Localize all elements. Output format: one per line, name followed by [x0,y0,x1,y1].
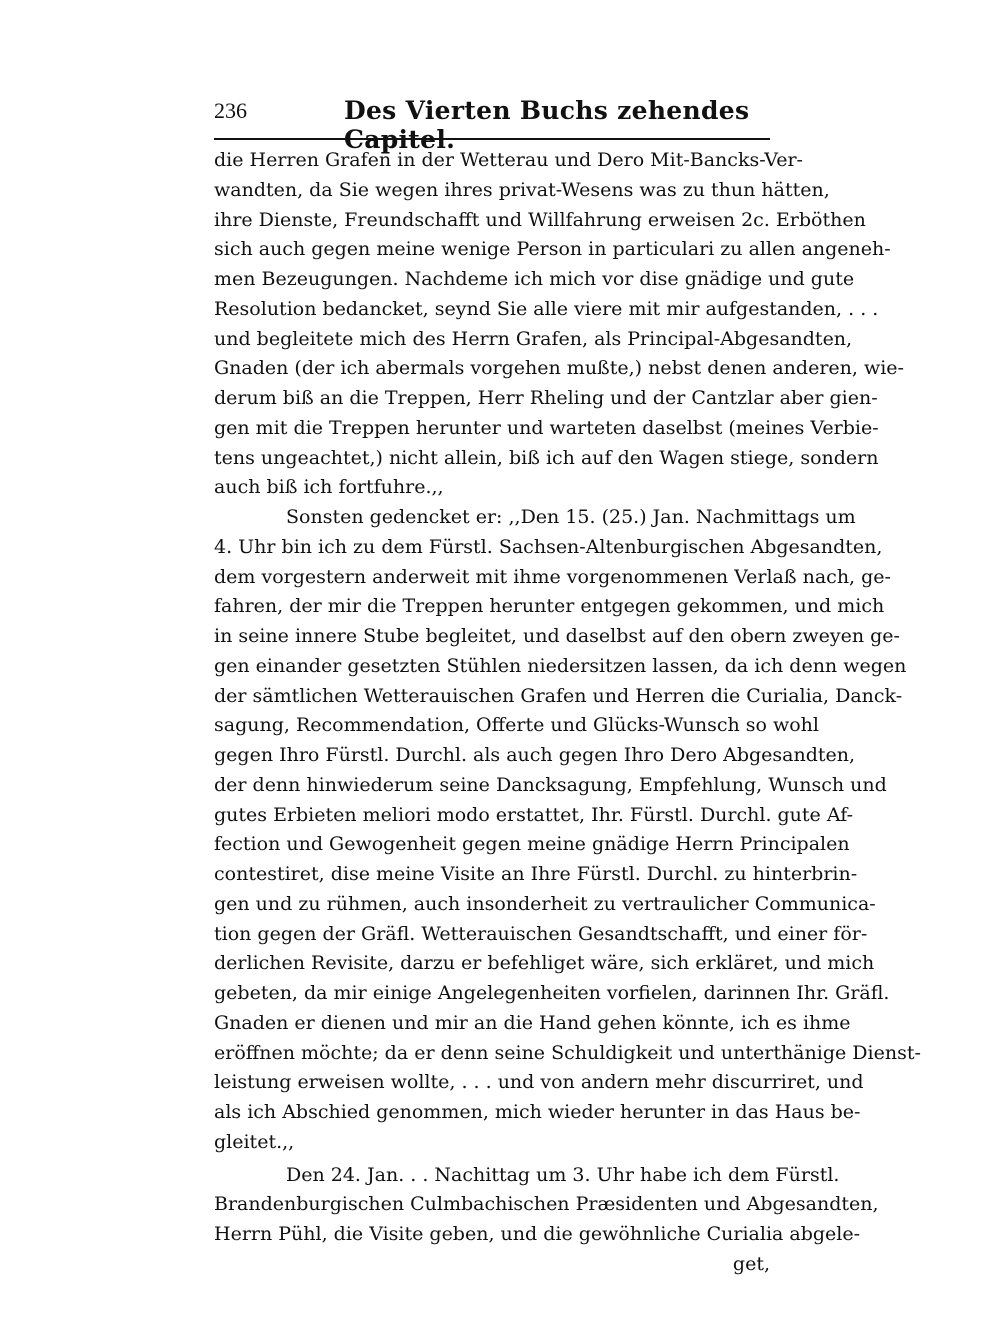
text-line: eröffnen möchte; da er denn seine Schuldigkeit und unterthänige Dienst- [214,1041,921,1064]
text-line: men Bezeugungen. Nachdeme ich mich vor dise gnädige und gute [214,268,855,290]
text-line: Resolution bedancket, seynd Sie alle viere mit mir aufgestanden, . . . [214,297,879,320]
text-line: tens ungeachtet,) nicht allein, biß ich auf den Wagen stiege, sondern [214,446,879,469]
text-line: contestiret, dise meine Visite an Ihre Fürstl. Durchl. zu hinterbrin- [214,863,858,885]
body-text [214,146,921,1280]
text-line: Gnaden (der ich abermals vorgehen mußte,) nebst denen anderen, wie- [214,357,904,380]
text-line: in seine innere Stube begleitet, und daselbst auf den obern zweyen ge- [214,625,900,647]
text-line: gebeten, da mir einige Angelegenheiten vorfielen, darinnen Ihr. Gräfl. [214,982,890,1004]
text-line: Herrn Pühl, die Visite geben, und die gewöhnliche Curialia abgele- [214,1223,861,1245]
paragraph-start-line: Sonsten gedencket er: ,,Den 15. (25.) Jan. Nachmittags um [286,506,856,528]
text-line: als ich Abschied genommen, mich wieder herunter in das Haus be- [214,1101,861,1123]
page-number: 236 [214,98,247,123]
text-line: derlichen Revisite, darzu er befehliget wäre, sich erkläret, und mich [214,952,875,975]
text-line: der sämtlichen Wetterauischen Grafen und Herren die Curialia, Danck- [214,684,903,707]
text-line: gen einander gesetzten Stühlen niedersitzen lassen, da ich denn wegen [214,654,907,677]
text-line: auch biß ich fortfuhre.,, [214,476,444,499]
text-line: gleitet.,, [214,1130,295,1153]
header-rule [214,138,770,140]
text-line: fection und Gewogenheit gegen meine gnädige Herrn Principalen [214,833,850,856]
page-header [214,96,770,154]
text-line: 4. Uhr bin ich zu dem Fürstl. Sachsen-Altenburgischen Abgesandten, [214,535,883,558]
text-line: die Herren Grafen in der Wetterau und Dero Mit-Bancks-Ver- [214,149,803,171]
text-line: sich auch gegen meine wenige Person in particulari zu allen angeneh- [214,238,891,261]
text-line: wandten, da Sie wegen ihres privat-Wesens was zu thun hätten, [214,178,830,201]
text-line: gen und zu rühmen, auch insonderheit zu vertraulicher Communica- [214,892,876,915]
text-line: tion gegen der Gräfl. Wetterauischen Gesandtschafft, und einer för- [214,922,868,945]
text-line: ihre Dienste, Freundschafft und Willfahrung erweisen 2c. Erböthen [214,208,866,231]
paragraph-start-line: Den 24. Jan. . . Nachittag um 3. Uhr habe ich dem Fürstl. [286,1163,840,1186]
running-title: Des Vierten Buchs zehendes Capitel. [344,96,750,154]
text-line: und begleitete mich des Herrn Grafen, als Principal-Abgesandten, [214,327,853,350]
text-line: gegen Ihro Fürstl. Durchl. als auch gegen Ihro Dero Abgesandten, [214,744,856,766]
text-line: fahren, der mir die Treppen herunter entgegen gekommen, und mich [214,595,885,618]
text-line: Brandenburgischen Culmbachischen Præsidenten und Abgesandten, [214,1193,879,1216]
text-line: sagung, Recommendation, Offerte und Glücks-Wunsch so wohl [214,714,819,737]
catchword: get, [732,1252,770,1275]
text-line: dem vorgestern anderweit mit ihme vorgenommenen Verlaß nach, ge- [214,565,891,588]
text-line: derum biß an die Treppen, Herr Rheling und der Cantzlar aber gien- [214,387,878,409]
text-line: der denn hinwiederum seine Dancksagung, Empfehlung, Wunsch und [214,773,887,796]
text-line: gutes Erbieten meliori modo erstattet, Ihr. Fürstl. Durchl. gute Af- [214,803,854,826]
text-line: gen mit die Treppen herunter und warteten daselbst (meines Verbie- [214,416,879,439]
text-line: Gnaden er dienen und mir an die Hand gehen könnte, ich es ihme [214,1011,851,1034]
text-line: leistung erweisen wollte, . . . und von andern mehr discurriret, und [214,1071,864,1094]
